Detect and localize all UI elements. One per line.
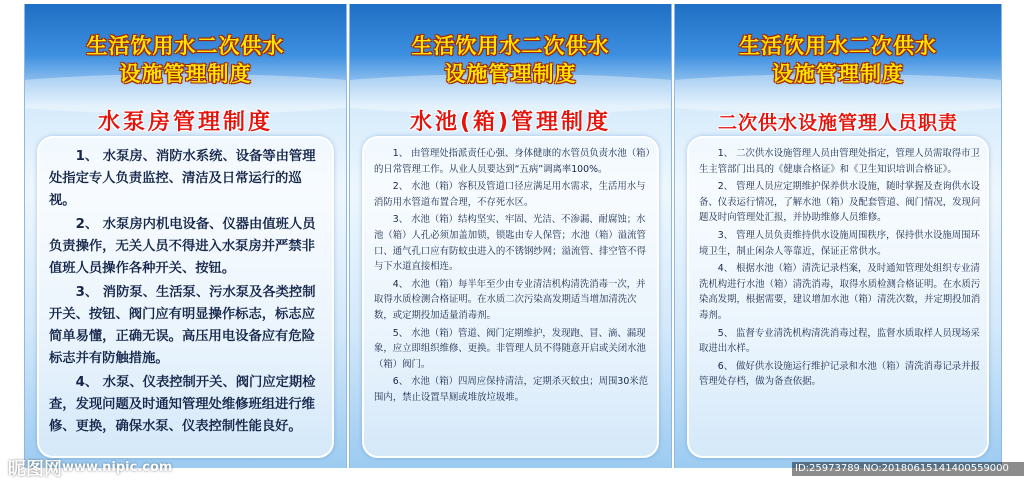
panel-header [350,32,671,88]
rule-paragraph: 2、 水泵房内机电设备、仪器由值班人员负责操作，无关人员不得进入水泵房并严禁非值班人员操作各种开关、按钮。 [49,217,316,276]
panel-subtitle: 水池(箱)管理制度 [409,110,612,135]
rule-paragraph: 3、 消防泵、生活泵、污水泵及各类控制开关、按钮、阀门应有明显操作标志，标志应简单易懂，正确无误。高压用电设备应有危险标志并有防触措施。 [49,285,316,366]
panel-staff-duties [674,4,1002,468]
header-line-1: 生活饮用水二次供水 [86,34,285,58]
panel-water-tank [349,4,672,468]
rule-paragraph: 2、 水池（箱）容积及管道口径应满足用水需求，生活用水与消防用水管道布置合理，不存死水区。 [374,181,646,208]
panel-header [25,32,346,88]
rule-paragraph: 5、 水池（箱）管道、阀门定期维护，发现跑、冒、滴、漏现象，应立即组织维修、更换。非管理人员不得随意开启或关闭水池（箱）阀门。 [374,327,646,370]
rule-paragraph: 4、 根据水池（箱）清洗记录档案，及时通知管理处组织专业清洗机构进行水池（箱）清洗消毒，取得水质检测合格证明。在水质污染高发期，根据需要，建议增加水池（箱）清洗次数，并定期投加消毒剂。 [699,263,981,321]
watermark-id: ID:25973789 NO:20180615141400559000 [792,462,1024,476]
rule-paragraph: 3、 管理人员负责维持供水设施周围秩序，保持供水设施周围环境卫生，制止闲杂人等靠近，保证正常供水。 [699,229,980,257]
watermark-logo: 昵图网 [8,459,62,480]
rule-paragraph: 1、 水泵房、消防水系统、设备等由管理处指定专人负责监控、清洁及日常运行的巡视。 [49,149,316,208]
rule-paragraph: 6、 做好供水设施运行维护记录和水池（箱）清洗消毒记录并报管理处存档，做为备查依据。 [699,360,980,388]
header-line-1: 生活饮用水二次供水 [739,34,937,58]
header-line-2: 设施管理制度 [444,62,577,86]
panel-subtitle: 二次供水设施管理人员职责 [717,112,958,134]
panel-pump-room [24,4,347,468]
panel-body [374,146,651,408]
watermark-url: www.nipic.com [62,460,173,475]
rule-paragraph: 3、 水池（箱）结构坚实、牢固、光洁、不渗漏、耐腐蚀；水池（箱）人孔必须加盖加锁，锁匙由专人保管；水池（箱）溢流管口、通气孔口应有防蚊虫进入的不锈钢纱网；溢流管、排空管不得与下水道直接相连。 [374,214,646,273]
header-line-1: 生活饮用水二次供水 [411,34,610,58]
rule-paragraph: 2、 管理人员应定期维护保养供水设施，随时掌握及查询供水设备、仪表运行情况，了解水池（箱）及配套管道、阀门情况，发现问题及时向管理处汇报，并协助维修人员维修。 [699,181,981,224]
panel-body [49,146,326,440]
panel-subtitle: 水泵房管理制度 [97,110,273,135]
header-line-2: 设施管理制度 [772,62,904,86]
rule-paragraph: 5、 监督专业清洗机构清洗消毒过程，监督水质取样人员现场采取进出水样。 [699,327,980,355]
panel-body [699,146,981,392]
rule-paragraph: 6、 水池（箱）四周应保持清洁，定期杀灭蚊虫；周围30米范围内，禁止设置旱厕或堆放垃圾堆。 [374,376,649,403]
header-line-2: 设施管理制度 [119,62,252,86]
rule-paragraph: 4、 水泵、仪表控制开关、阀门应定期检查，发现问题及时通知管理处维修班组进行维修、更换，确保水泵、仪表控制性能良好。 [49,375,316,434]
panel-header [675,32,1001,88]
rule-paragraph: 4、 水池（箱）每半年至少由专业清洁机构清洗消毒一次，并取得水质检测合格证明。在水质二次污染高发期适当增加清洗次数，或定期投加适量消毒剂。 [374,278,646,321]
rule-paragraph: 1、 二次供水设施管理人员由管理处指定，管理人员需取得市卫生主管部门出具的《健康合格证》和《卫生知识培训合格证》。 [699,148,980,175]
rule-paragraph: 1、 由管理处指派责任心强、身体健康的水管员负责水池（箱）的日常管理工作。从业人员要达到“五病”调离率100%。 [374,148,651,175]
